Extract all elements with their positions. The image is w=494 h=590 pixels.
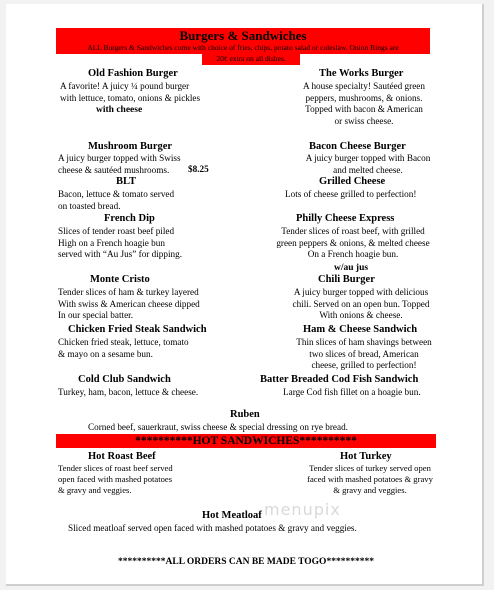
footer-note: **********ALL ORDERS CAN BE MADE TOGO********** — [118, 557, 374, 567]
item-name: Chili Burger — [318, 274, 375, 285]
item-desc: Turkey, ham, bacon, lettuce & cheese. — [58, 387, 199, 397]
item-desc: Lots of cheese grilled to perfection! — [285, 189, 417, 199]
item-name: Hot Roast Beef — [88, 451, 156, 462]
item-name: French Dip — [104, 213, 155, 224]
item-desc: A favorite! A juicy ¼ pound burger with lettuce, tomato, onions & pickles — [60, 81, 201, 103]
item-name: Philly Cheese Express — [296, 213, 395, 224]
item-desc: Tender slices of roast beef, with grilled green peppers & onions, & melted cheese On a French hoagie bun. — [276, 226, 430, 259]
item-name: Grilled Cheese — [319, 176, 386, 187]
item-name: Mushroom Burger — [88, 141, 173, 152]
item-desc: A juicy burger topped with Bacon and melted cheese. — [305, 153, 431, 175]
item-name: The Works Burger — [319, 68, 404, 79]
item-extra: w/au jus — [334, 263, 369, 273]
item-desc: Thin slices of ham shavings between two slices of bread, American cheese, grilled to perfection! — [296, 337, 432, 370]
item-name: Batter Breaded Cod Fish Sandwich — [260, 374, 419, 385]
item-price: $8.25 — [188, 164, 209, 174]
item-desc: A juicy burger topped with delicious chili. Served on an open bun. Topped With onions & cheese. — [292, 287, 430, 320]
subtitle-line-1: ALL Burgers & Sandwiches come with choice of fries, chips, potato salad or coleslaw. Onion Rings are — [87, 43, 399, 52]
item-name: Ruben — [230, 409, 260, 420]
section-title-burgers: Burgers & Sandwiches — [179, 28, 307, 43]
item-desc: Tender slices of ham & turkey layered With swiss & American cheese dipped In our special batter. — [58, 287, 200, 320]
section-title-hot: **********HOT SANDWICHES********** — [135, 435, 357, 447]
item-name: Hot Meatloaf — [202, 510, 262, 521]
item-desc: Tender slices of turkey served open faced with mashed potatoes & gravy & gravy and veggies. — [307, 463, 433, 495]
menu-page — [6, 4, 484, 586]
subtitle-line-2: 20¢ extra on all dishes. — [216, 54, 286, 63]
item-extra: with cheese — [96, 105, 143, 115]
item-desc: A house specialty! Sautéed green peppers, mushrooms, & onions. Topped with bacon & American or swiss cheese. — [303, 81, 425, 126]
item-name: Monte Cristo — [90, 274, 150, 285]
item-desc: Tender slices of roast beef served open faced with mashed potatoes & gravy and veggies. — [58, 463, 173, 495]
item-name: BLT — [116, 176, 137, 187]
item-desc: Bacon, lettuce & tomato served on toasted bread. — [58, 189, 175, 211]
item-desc: Sliced meatloaf served open faced with mashed potatoes & gravy and veggies. — [68, 523, 357, 533]
item-name: Cold Club Sandwich — [78, 374, 171, 385]
item-desc: A juicy burger topped with Swiss cheese & sautéed mushrooms. — [58, 153, 181, 175]
item-desc: Slices of tender roast beef piled High on a French hoagie bun served with “Au Jus” for dipping. — [58, 226, 183, 259]
item-name: Old Fashion Burger — [88, 68, 178, 79]
item-name: Bacon Cheese Burger — [309, 141, 406, 152]
item-desc: Chicken fried steak, lettuce, tomato & mayo on a sesame bun. — [58, 337, 189, 359]
item-desc: Large Cod fish fillet on a hoagie bun. — [283, 387, 421, 397]
item-name: Chicken Fried Steak Sandwich — [68, 324, 207, 335]
item-name: Ham & Cheese Sandwich — [303, 324, 418, 335]
item-desc: Corned beef, sauerkraut, swiss cheese & special dressing on rye bread. — [88, 422, 348, 432]
watermark-logo: menupix — [264, 500, 341, 519]
item-name: Hot Turkey — [340, 451, 392, 462]
